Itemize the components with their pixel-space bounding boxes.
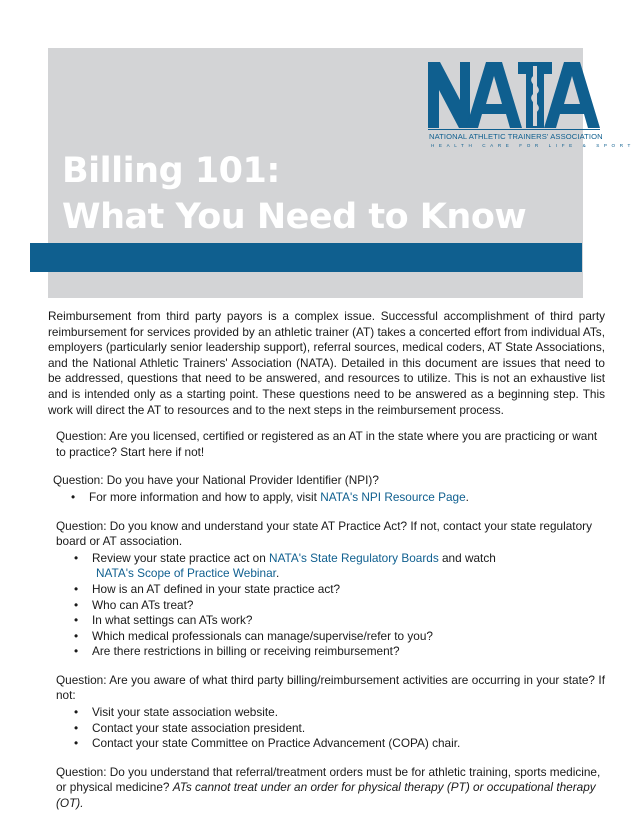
npi-resource-link[interactable]: NATA's NPI Resource Page bbox=[320, 489, 466, 504]
intro-paragraph: Reimbursement from third party payors is a complex issue. Successful accomplishment of third party reimbursement for services provided by an athletic trainer (AT) takes a concerted effort from individual ATs, employers (particularly senior leadership support), referral sources, medical coders, AT State Associations, and the National Athletic Trainers' Association (NATA). Detailed in this document are issues that need to be addressed, questions that need to be answered, and resources to utilize. This is not an exhaustive list and is intended only as a starting point. These questions need to be answered as a beginning step. This work will direct the AT to resources and to the next steps in the reimbursement process. bbox=[48, 309, 605, 417]
list-item: • Visit your state association website. bbox=[56, 705, 605, 721]
state-regulatory-boards-link[interactable]: NATA's State Regulatory Boards bbox=[269, 550, 439, 565]
list-item: • Review your state practice act on NATA's State Regulatory Boards and watch NATA's Scope of Practice Webinar. bbox=[56, 551, 605, 582]
list-item: • For more information and how to apply, visit NATA's NPI Resource Page. bbox=[53, 490, 605, 506]
list-item: • In what settings can ATs work? bbox=[56, 613, 605, 629]
document-body bbox=[48, 309, 605, 812]
list-item: • Contact your state association president. bbox=[56, 721, 605, 737]
logo-tagline: HEALTH CARE FOR LIFE & SPORT bbox=[431, 143, 635, 148]
scope-of-practice-webinar-link[interactable]: NATA's Scope of Practice Webinar bbox=[96, 566, 276, 581]
question-2 bbox=[53, 473, 605, 505]
question-5 bbox=[56, 765, 605, 812]
title-line-2: What You Need to Know bbox=[62, 197, 527, 237]
title-line-1: Billing 101: bbox=[62, 151, 280, 191]
question-1 bbox=[56, 429, 605, 460]
nata-logo-mark bbox=[426, 60, 602, 130]
question-4-text: Question: Are you aware of what third party billing/reimbursement activities are occurring in your state? If not: bbox=[56, 672, 605, 703]
nata-logo bbox=[426, 60, 635, 152]
logo-org-name: NATIONAL ATHLETIC TRAINERS' ASSOCIATION bbox=[429, 132, 603, 141]
question-5-note: ATs cannot treat under an order for physical therapy (PT) or occupational therapy (OT). bbox=[56, 780, 596, 811]
list-item: • Are there restrictions in billing or receiving reimbursement? bbox=[56, 644, 605, 660]
list-item: • Contact your state Committee on Practice Advancement (COPA) chair. bbox=[56, 736, 605, 752]
list-item: • Which medical professionals can manage/supervise/refer to you? bbox=[56, 629, 605, 645]
question-2-text: Question: Do you have your National Provider Identifier (NPI)? bbox=[53, 473, 379, 488]
question-4 bbox=[56, 673, 605, 752]
page-title bbox=[62, 148, 526, 240]
question-2-list bbox=[53, 490, 605, 506]
header-accent-bar bbox=[30, 243, 582, 272]
question-5-text: Question: Do you understand that referral/treatment orders must be for athletic training, sports medicine, or physical medicine? ATs cannot treat under an order for physical therapy (PT) or occupational therapy (OT). bbox=[56, 764, 601, 811]
question-3-list bbox=[56, 551, 605, 660]
question-3 bbox=[56, 519, 605, 660]
question-4-list bbox=[56, 705, 605, 752]
question-3-text: Question: Do you know and understand your state AT Practice Act? If not, contact your state regulatory board or AT association. bbox=[56, 518, 592, 549]
list-item: • How is an AT defined in your state practice act? bbox=[56, 582, 605, 598]
list-item: • Who can ATs treat? bbox=[56, 598, 605, 614]
question-1-text: Question: Are you licensed, certified or registered as an AT in the state where you are practicing or want to practice? Start here if not! bbox=[56, 429, 598, 459]
